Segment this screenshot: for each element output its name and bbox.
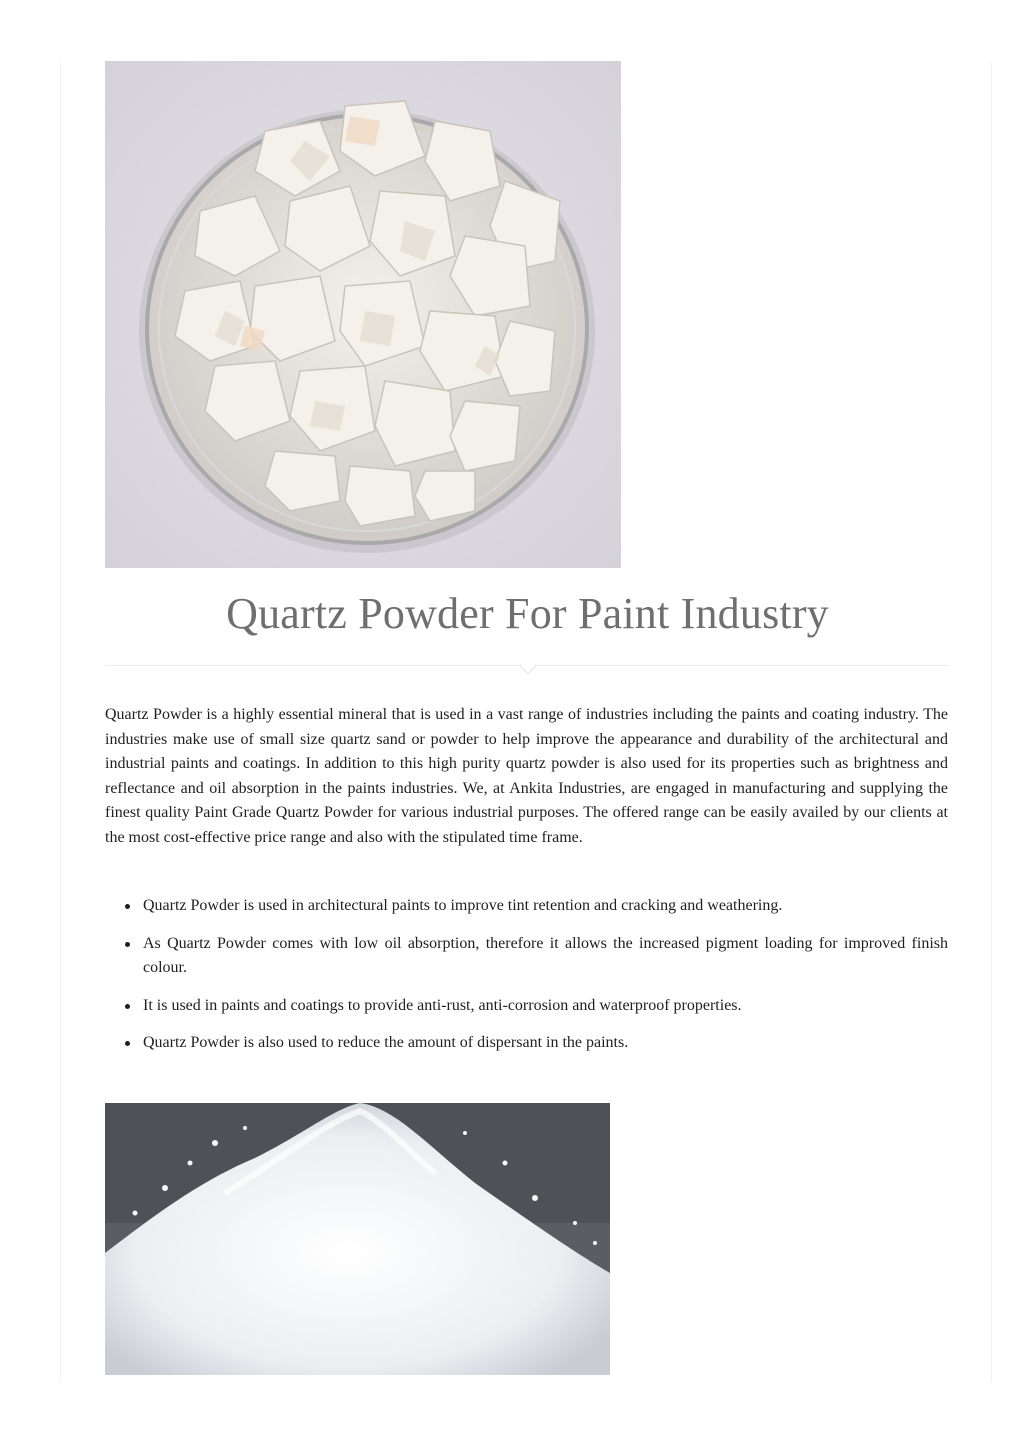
list-item xyxy=(105,932,948,981)
list-item xyxy=(105,894,948,919)
list-item-text: As Quartz Powder comes with low oil absorption, therefore it allows the increased pigment loading for improved finish colour. xyxy=(143,934,948,976)
list-item-text: Quartz Powder is also used to reduce the amount of dispersant in the paints. xyxy=(143,1034,629,1051)
bullet-icon xyxy=(125,942,130,947)
list-item xyxy=(105,1031,948,1056)
list-item-text: It is used in paints and coatings to provide anti-rust, anti-corrosion and waterproof properties. xyxy=(143,996,742,1014)
list-item xyxy=(105,994,948,1019)
quartz-powder-pile-image xyxy=(105,1103,610,1375)
bullet-icon xyxy=(125,904,130,909)
bullet-icon xyxy=(125,1041,130,1046)
quartz-lumps-bowl-image xyxy=(105,61,621,568)
intro-paragraph: Quartz Powder is a highly essential mineral that is used in a vast range of industries including the paints and coating industry. The industries make use of small size quartz sand or powder to help improve the appearance and durability of the architectural and industrial paints and coatings. In addition to this high purity quartz powder is also used for its properties such as brightness and reflectance and oil absorption in the paints industries. We, at Ankita Industries, are engaged in manufacturing and supplying the finest quality Paint Grade Quartz Powder for various industrial purposes. The offered range can be easily availed by our clients at the most cost-effective price range and also with the stipulated time frame. xyxy=(105,706,948,846)
bullet-icon xyxy=(125,1004,130,1009)
feature-list xyxy=(105,894,948,1069)
page-title: Quartz Powder For Paint Industry xyxy=(226,589,829,638)
divider-notch xyxy=(520,665,536,675)
list-item-text: Quartz Powder is used in architectural paints to improve tint retention and cracking and weathering. xyxy=(143,897,783,914)
